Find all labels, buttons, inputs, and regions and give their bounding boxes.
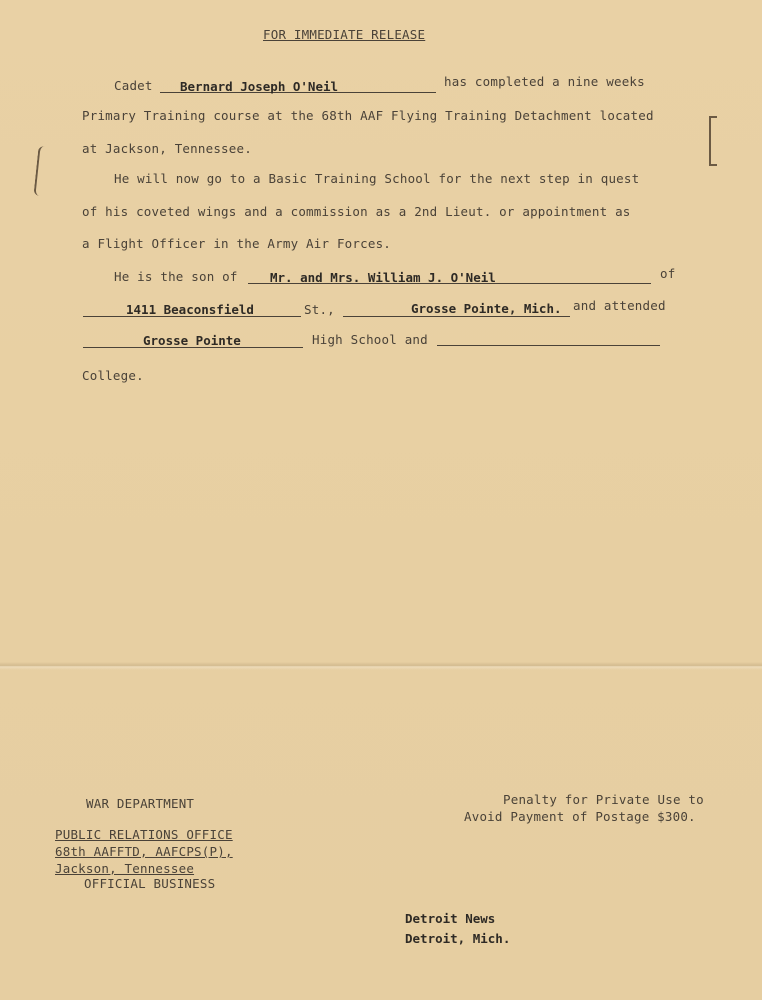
release-header: FOR IMMEDIATE RELEASE — [263, 27, 426, 42]
office-line3: Jackson, Tennessee — [55, 861, 195, 876]
penalty-line1: Penalty for Private Use to — [503, 792, 704, 807]
parents-name: Mr. and Mrs. William J. O'Neil — [270, 270, 496, 285]
para2-line2: of his coveted wings and a commission as a 2nd Lieut. or appointment as — [82, 204, 631, 219]
son-of-label: He is the son of — [114, 269, 238, 284]
staple-mark-right — [709, 116, 717, 166]
recipient-line1: Detroit News — [405, 911, 496, 926]
college-label: College. — [82, 368, 144, 383]
official-business: OFFICIAL BUSINESS — [84, 876, 216, 891]
para1-line2: Primary Training course at the 68th AAF Flying Training Detachment located — [82, 108, 654, 123]
recipient-line2: Detroit, Mich. — [405, 931, 511, 946]
paper-fold — [0, 662, 762, 670]
staple-mark-left — [33, 146, 48, 197]
cadet-label: Cadet — [114, 78, 153, 93]
high-school-label: High School and — [312, 332, 428, 347]
penalty-line2: Avoid Payment of Postage $300. — [464, 809, 696, 824]
of-label: of — [660, 266, 676, 281]
st-label: St., — [304, 302, 335, 317]
street-address: 1411 Beaconsfield — [126, 302, 254, 317]
city: Grosse Pointe, Mich. — [411, 301, 562, 316]
city-underline — [343, 316, 570, 317]
completed-text: has completed a nine weeks — [444, 74, 645, 89]
college-underline — [437, 345, 660, 346]
war-department: WAR DEPARTMENT — [86, 796, 195, 811]
high-school-name: Grosse Pointe — [143, 333, 241, 348]
office-line2: 68th AAFFTD, AAFCPS(P), — [55, 844, 233, 859]
para2-line3: a Flight Officer in the Army Air Forces. — [82, 236, 392, 251]
para2-line1: He will now go to a Basic Training School for the next step in quest — [114, 171, 640, 186]
para1-line3: at Jackson, Tennessee. — [82, 141, 252, 156]
cadet-name: Bernard Joseph O'Neil — [180, 79, 339, 94]
office-line1: PUBLIC RELATIONS OFFICE — [55, 827, 233, 842]
attended-label: and attended — [573, 298, 666, 313]
